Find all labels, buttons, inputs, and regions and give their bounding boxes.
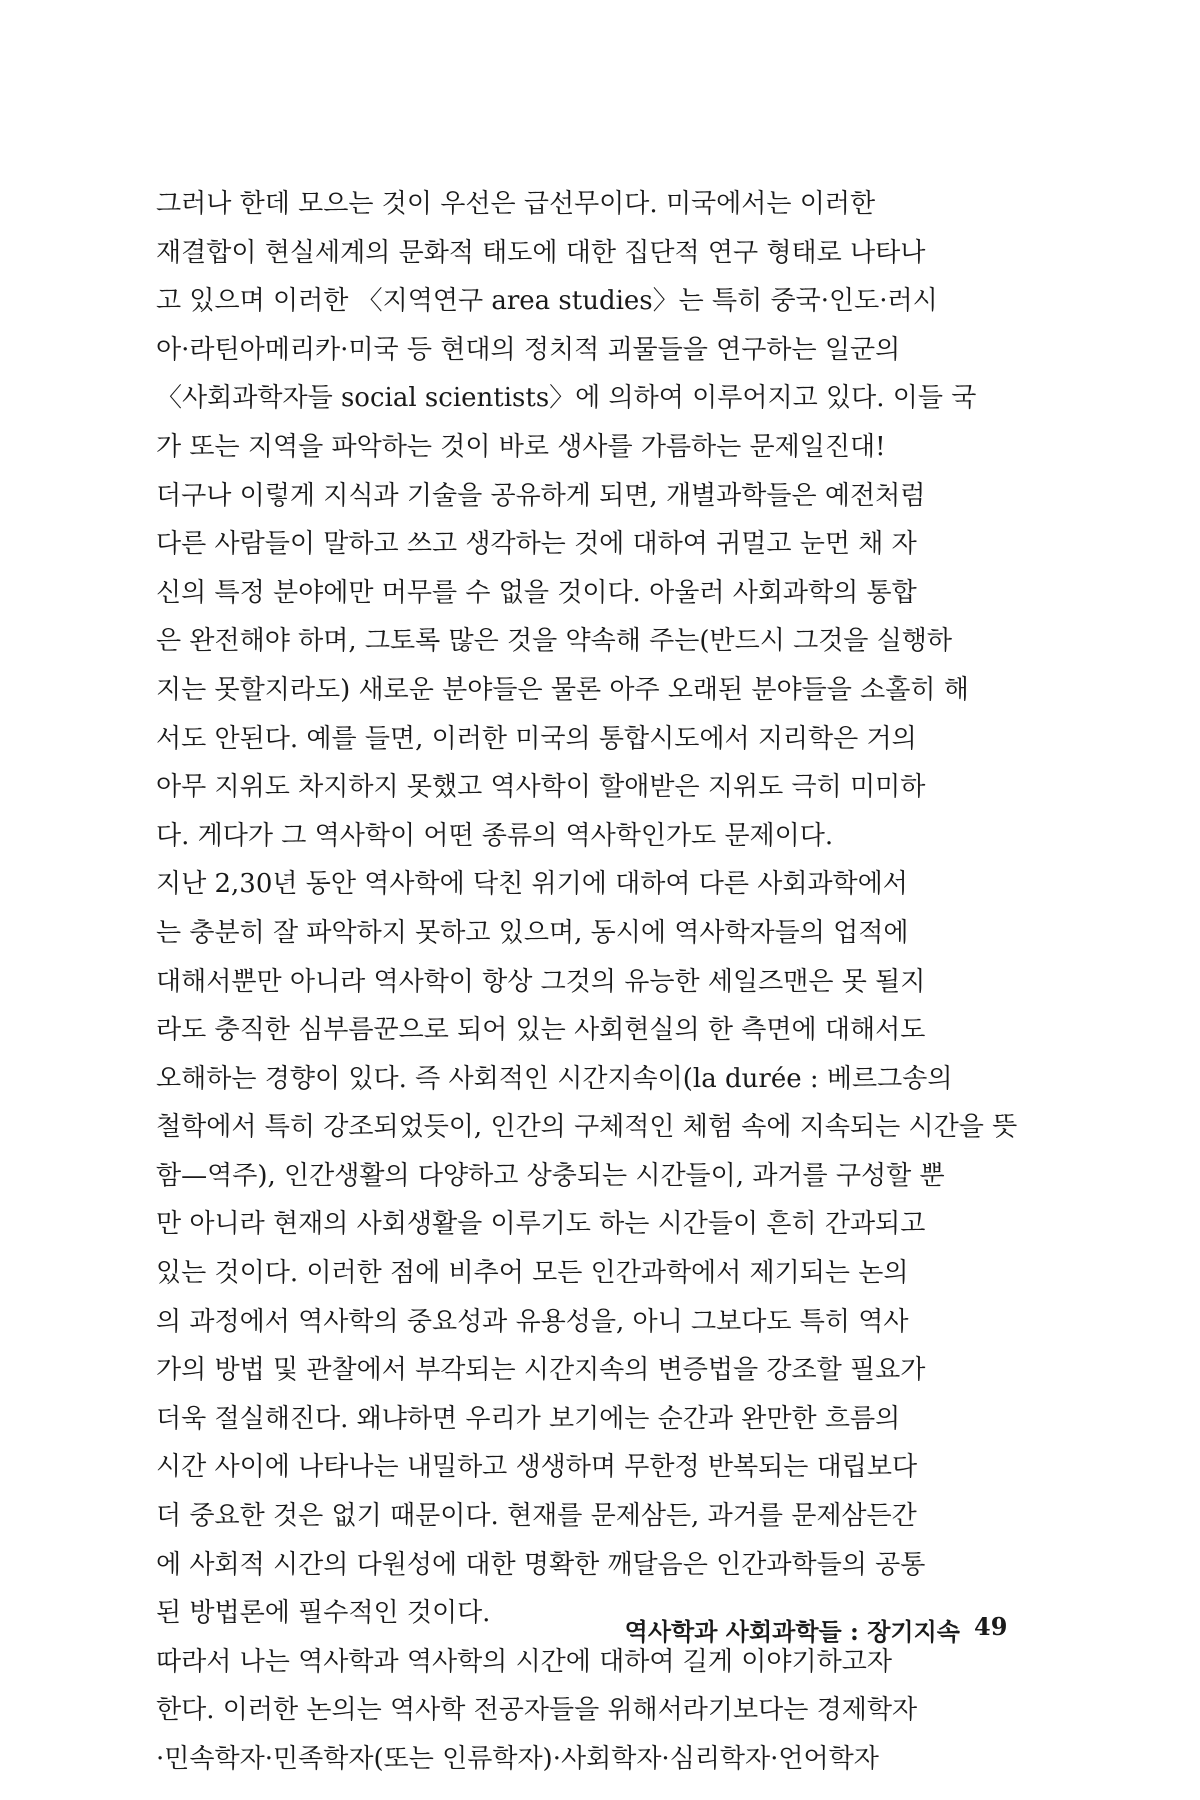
page-footer	[0, 1612, 1200, 1652]
text-line: 은 완전해야 하며, 그토록 많은 것을 약속해 주는(반드시 그것을 실행하	[156, 626, 953, 657]
text-line: 고 있으며 이러한 〈지역연구 area studies〉는 특히 중국·인도·러시	[156, 286, 938, 317]
text-line: 〈사회과학자들 social scientists〉에 의하여 이루어지고 있다. 이들 국	[156, 383, 977, 414]
text-line: 더욱 절실해진다. 왜냐하면 우리가 보기에는 순간과 완만한 흐름의	[156, 1403, 901, 1434]
text-line: 라도 충직한 심부름꾼으로 되어 있는 사회현실의 한 측면에 대해서도	[156, 1015, 926, 1046]
text-line: 철학에서 특히 강조되었듯이, 인간의 구체적인 체험 속에 지속되는 시간을 뜻	[156, 1112, 1018, 1143]
text-line: 가 또는 지역을 파악하는 것이 바로 생사를 가름하는 문제일진대!	[156, 431, 886, 462]
text-line: 지난 2,30년 동안 역사학에 닥친 위기에 대하여 다른 사회과학에서	[156, 869, 908, 900]
text-line: 있는 것이다. 이러한 점에 비추어 모든 인간과학에서 제기되는 논의	[156, 1258, 909, 1289]
text-line: 다. 게다가 그 역사학이 어떤 종류의 역사학인가도 문제이다.	[156, 820, 834, 851]
text-line: 는 충분히 잘 파악하지 못하고 있으며, 동시에 역사학자들의 업적에	[156, 917, 909, 948]
text-line: 그러나 한데 모으는 것이 우선은 급선무이다. 미국에서는 이러한	[156, 189, 876, 219]
text-line: 대해서뿐만 아니라 역사학이 항상 그것의 유능한 세일즈맨은 못 될지	[156, 966, 926, 997]
body-text	[156, 180, 1026, 1784]
text-line: 시간 사이에 나타나는 내밀하고 생생하며 무한정 반복되는 대립보다	[156, 1452, 918, 1483]
page-number: 49	[974, 1612, 1008, 1641]
text-line: 의 과정에서 역사학의 중요성과 유용성을, 아니 그보다도 특히 역사	[156, 1306, 909, 1337]
text-line: 다른 사람들이 말하고 쓰고 생각하는 것에 대하여 귀멀고 눈먼 채 자	[156, 529, 917, 560]
text-line: 따라서 나는 역사학과 역사학의 시간에 대하여 길게 이야기하고자	[156, 1646, 892, 1677]
text-line: 서도 안된다. 예를 들면, 이러한 미국의 통합시도에서 지리학은 거의	[156, 723, 917, 754]
running-head: 역사학과 사회과학들 : 장기지속	[624, 1617, 960, 1646]
text-line: 만 아니라 현재의 사회생활을 이루기도 하는 시간들이 흔히 간과되고	[156, 1209, 926, 1240]
text-line: 아·라틴아메리카·미국 등 현대의 정치적 괴물들을 연구하는 일군의	[156, 334, 901, 365]
text-line: 오해하는 경향이 있다. 즉 사회적인 시간지속이(la durée : 베르그송의	[156, 1063, 953, 1094]
text-line: 지는 못할지라도) 새로운 분야들은 물론 아주 오래된 분야들을 소홀히 해	[156, 674, 969, 705]
text-line: 한다. 이러한 논의는 역사학 전공자들을 위해서라기보다는 경제학자	[156, 1695, 918, 1726]
text-line: 더 중요한 것은 없기 때문이다. 현재를 문제삼든, 과거를 문제삼든간	[156, 1501, 917, 1532]
text-line: 더구나 이렇게 지식과 기술을 공유하게 되면, 개별과학들은 예전처럼	[156, 480, 926, 511]
text-line: 아무 지위도 차지하지 못했고 역사학이 할애받은 지위도 극히 미미하	[156, 772, 926, 803]
text-line: 신의 특정 분야에만 머무를 수 없을 것이다. 아울러 사회과학의 통합	[156, 577, 917, 608]
text-line: 재결합이 현실세계의 문화적 태도에 대한 집단적 연구 형태로 나타나	[156, 237, 926, 268]
text-line: 가의 방법 및 관찰에서 부각되는 시간지속의 변증법을 강조할 필요가	[156, 1355, 926, 1386]
text-line: 함—역주), 인간생활의 다양하고 상충되는 시간들이, 과거를 구성할 뿐	[156, 1160, 945, 1191]
text-line: 된 방법론에 필수적인 것이다.	[156, 1598, 491, 1629]
text-line: ·민속학자·민족학자(또는 인류학자)·사회학자·심리학자·언어학자	[156, 1744, 879, 1774]
text-line: 에 사회적 시간의 다원성에 대한 명확한 깨달음은 인간과학들의 공통	[156, 1549, 926, 1580]
